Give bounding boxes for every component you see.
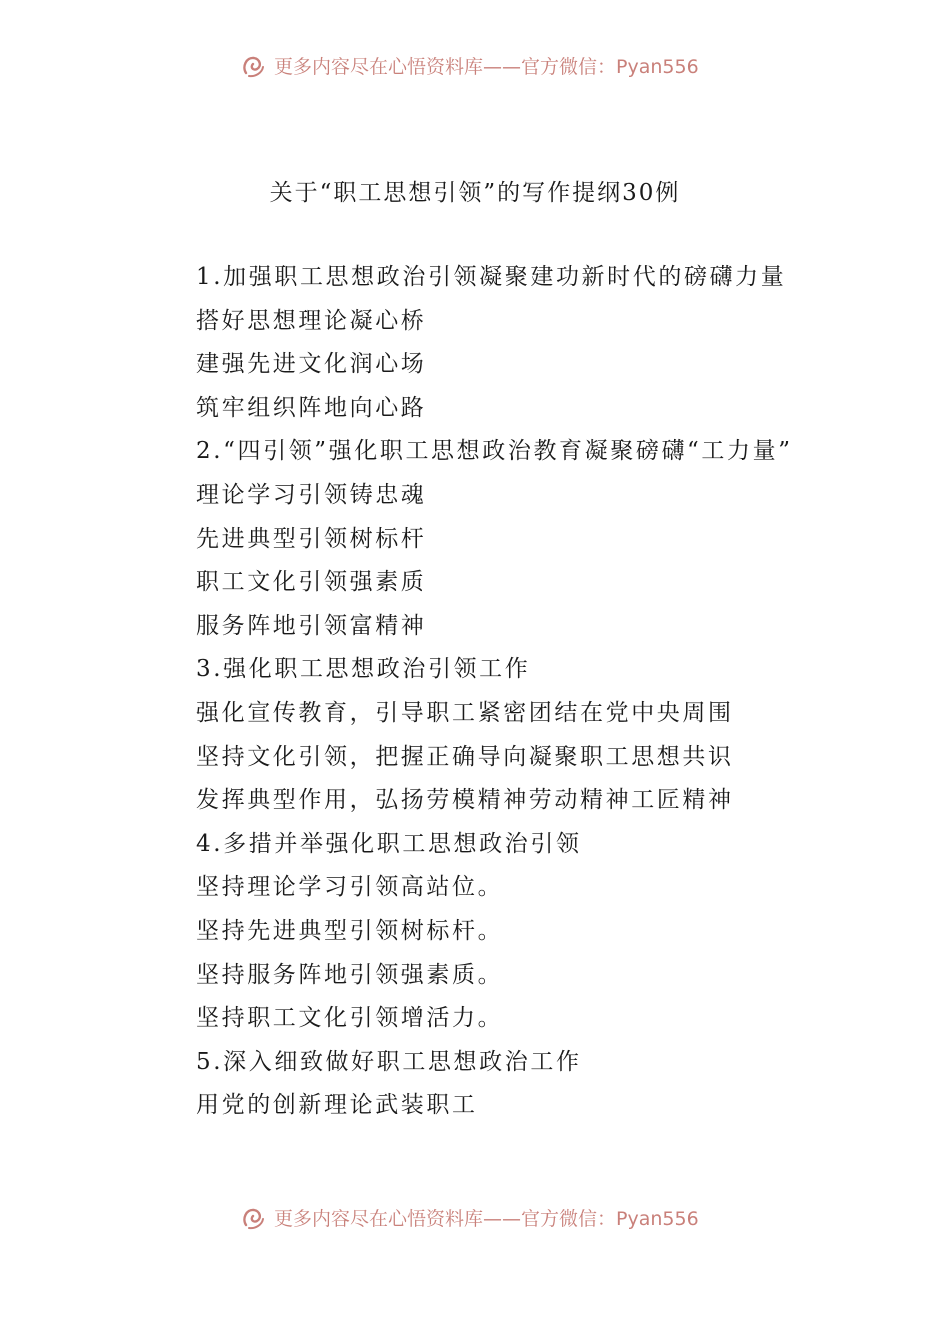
document-line: 4.多措并举强化职工思想政治引领 xyxy=(196,830,582,857)
document-line: 服务阵地引领富精神 xyxy=(196,612,427,639)
watermark-text: 更多内容尽在心悟资料库——官方微信：Pyan556 xyxy=(274,56,699,78)
document-line: 先进典型引领树标杆 xyxy=(196,525,427,552)
document-line: 坚持文化引领，把握正确导向凝聚职工思想共识 xyxy=(196,743,734,770)
document-body xyxy=(146,256,806,1128)
document-line: 发挥典型作用，弘扬劳模精神劳动精神工匠精神 xyxy=(196,787,734,814)
document-line: 坚持服务阵地引领强素质。 xyxy=(196,961,504,988)
document-line: 2.“四引领”强化职工思想政治教育凝聚磅礴“工力量” xyxy=(196,438,793,465)
watermark-footer xyxy=(0,1206,950,1236)
document-line: 筑牢组织阵地向心路 xyxy=(196,394,427,421)
watermark-content xyxy=(240,1206,699,1231)
document-line: 坚持职工文化引领增活力。 xyxy=(196,1005,504,1032)
document-line: 5.深入细致做好职工思想政治工作 xyxy=(196,1048,582,1075)
document-line: 理论学习引领铸忠魂 xyxy=(196,481,427,508)
document-line: 3.强化职工思想政治引领工作 xyxy=(196,656,531,683)
document-line: 强化宣传教育，引导职工紧密团结在党中央周围 xyxy=(196,699,734,726)
swirl-logo-icon xyxy=(240,54,266,79)
watermark-content xyxy=(240,54,699,79)
document-line: 坚持先进典型引领树标杆。 xyxy=(196,917,504,944)
document-line: 建强先进文化润心场 xyxy=(196,351,427,378)
document-line: 用党的创新理论武装职工 xyxy=(196,1092,478,1119)
watermark-header xyxy=(0,54,950,84)
watermark-text: 更多内容尽在心悟资料库——官方微信：Pyan556 xyxy=(274,1208,699,1230)
document-line: 职工文化引领强素质 xyxy=(196,569,427,596)
document-line: 坚持理论学习引领高站位。 xyxy=(196,874,504,901)
swirl-logo-icon xyxy=(240,1206,266,1231)
document-title: 关于“职工思想引领”的写作提纲30例 xyxy=(269,180,681,206)
document-line: 搭好思想理论凝心桥 xyxy=(196,307,427,334)
document-line: 1.加强职工思想政治引领凝聚建功新时代的磅礴力量 xyxy=(196,264,787,290)
